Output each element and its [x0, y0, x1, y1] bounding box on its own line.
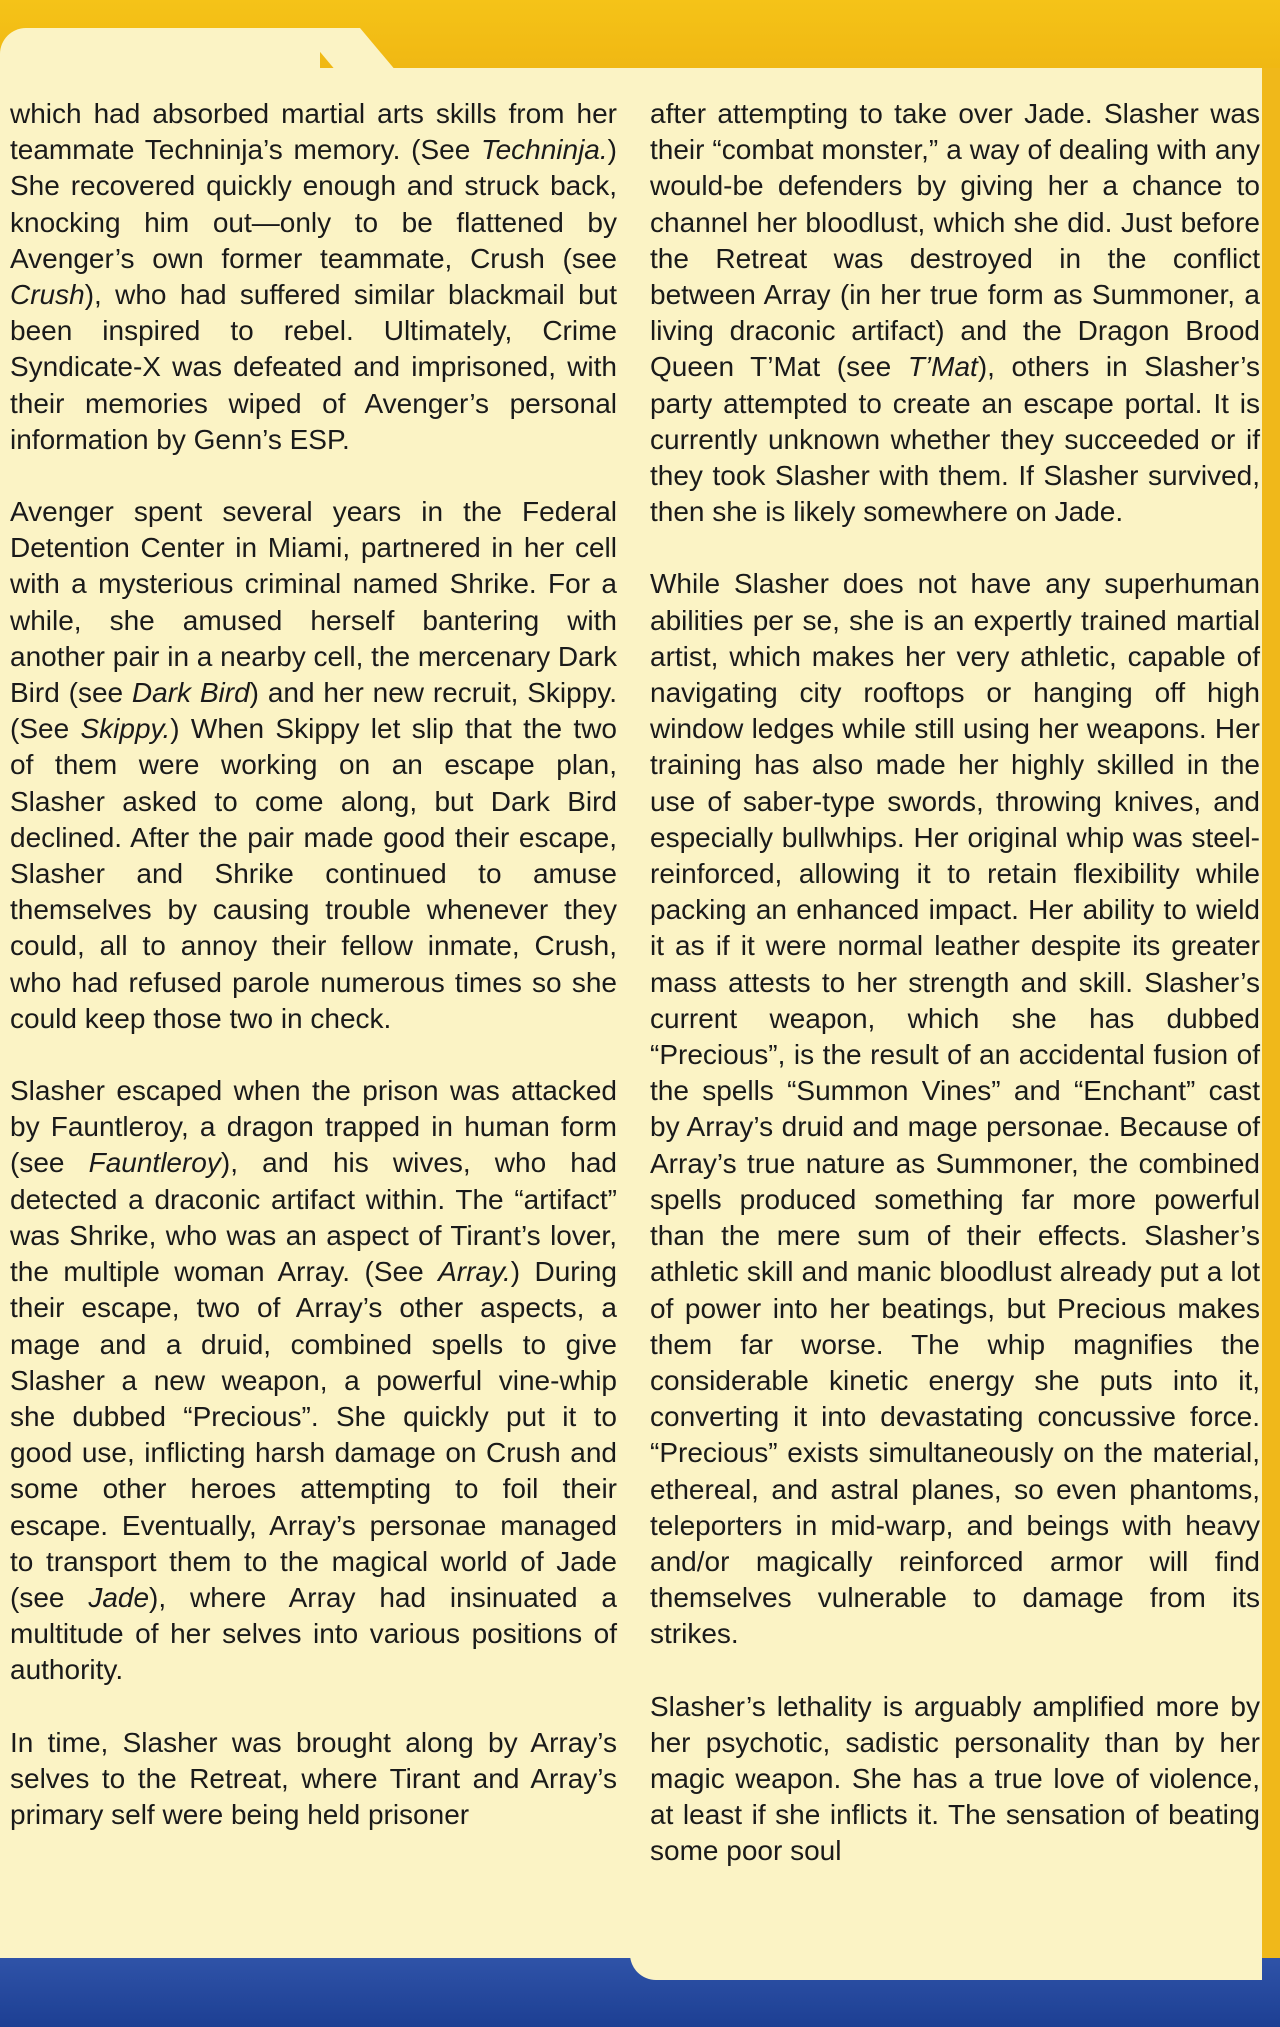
italic-reference: Skippy.: [80, 713, 171, 745]
text-run: Slasher escaped when the prison was attacked by Fauntleroy, a dragon trapped in human form (see: [10, 1075, 617, 1179]
text-run: ), others in Slasher’s party attempted to create an escape portal. It is currently unknown whether they succeeded or if they took Slasher with them. If Slasher survived, then she is likely somewhere on Jade.: [650, 351, 1260, 528]
body-paragraph: [10, 1073, 617, 1688]
right-text-column: [650, 96, 1260, 1906]
body-paragraph: [650, 1689, 1260, 1870]
text-run: ), where Array had insinuated a multitude of her selves into various positions of authority.: [10, 1581, 617, 1686]
body-paragraph: [650, 96, 1260, 530]
folder-tab: [0, 28, 320, 88]
italic-reference: Techninja.: [481, 134, 608, 166]
text-run: after attempting to take over Jade. Slasher was their “combat monster,” a way of dealing with any would-be defenders by giving her a chance to channel her bloodlust, which she did. Just before the Retreat was destroyed in the conflict between Array (in her true form as Summoner, a living draconic artifact) and the Dragon Brood Queen T’Mat (see: [650, 98, 1260, 383]
bottom-page-extension: [630, 1940, 1262, 1980]
left-text-column: [10, 96, 617, 1869]
body-paragraph: [10, 1725, 617, 1834]
italic-reference: Crush: [10, 279, 85, 311]
text-run: ) and her new recruit, Skippy. (See: [10, 677, 617, 745]
right-page-edge: [1262, 68, 1280, 1968]
text-run: While Slasher does not have any superhuman abilities per se, she is an expertly trained martial artist, which makes her very athletic, capable of navigating city rooftops or hanging off high window ledges while still using her weapons. Her training has also made her highly skilled in the use of saber-type swords, throwing knives, and especially bullwhips. Her original whip was steel-reinforced, allowing it to retain flexibility while packing an enhanced impact. Her ability to wield it as if it were normal leather despite its greater mass attests to her strength and skill. Slasher’s current weapon, which she has dubbed “Precious”, is the result of an accidental fusion of the spells “Summon Vines” and “Enchant” cast by Array’s druid and mage personae. Because of Array’s true nature as Summoner, the combined spells produced something far more powerful than the mere sum of their effects. Slasher’s athletic skill and manic bloodlust already put a lot of power into her beatings, but Precious makes them far worse. The whip magnifies the considerable kinetic energy she puts into it, converting it into devastating concussive force. “Precious” exists simultaneously on the material, ethereal, and astral planes, so even phantoms, teleporters in mid-warp, and beings with heavy and/or magically reinforced armor will find themselves vulnerable to damage from its strikes.: [650, 568, 1260, 1650]
text-run: Slasher’s lethality is arguably amplified more by her psychotic, sadistic personality than by her magic weapon. She has a true love of violence, at least if she inflicts it. The sensation of beating some poor soul: [650, 1690, 1260, 1867]
body-paragraph: [10, 96, 617, 458]
text-run: In time, Slasher was brought along by Array’s selves to the Retreat, where Tirant and Array’s primary self were being held prisoner: [10, 1726, 617, 1830]
italic-reference: Array.: [438, 1256, 511, 1288]
body-paragraph: [650, 566, 1260, 1652]
text-run: ), who had suffered similar blackmail but been inspired to rebel. Ultimately, Crime Syndicate-X was defeated and imprisoned, with their memories wiped of Avenger’s personal information by Genn’s ESP.: [10, 279, 617, 455]
italic-reference: Fauntleroy: [88, 1147, 221, 1179]
italic-reference: Jade: [88, 1581, 150, 1613]
italic-reference: Dark Bird: [131, 677, 250, 709]
body-paragraph: [10, 494, 617, 1037]
text-run: which had absorbed martial arts skills from her teammate Techninja’s memory. (See: [10, 98, 617, 166]
text-run: ) During their escape, two of Array’s other aspects, a mage and a druid, combined spells to give Slasher a new weapon, a powerful vine-whip she dubbed “Precious”. She quickly put it to good use, inflicting harsh damage on Crush and some other heroes attempting to foil their escape. Eventually, Array’s personae managed to transport them to the magical world of Jade (see: [10, 1256, 617, 1613]
italic-reference: T’Mat: [907, 351, 978, 383]
text-run: ) She recovered quickly enough and struck back, knocking him out—only to be flattened by Avenger’s own former teammate, Crush (see: [10, 134, 617, 274]
text-run: Avenger spent several years in the Federal Detention Center in Miami, partnered in her cell with a mysterious criminal named Shrike. For a while, she amused herself bantering with another pair in a nearby cell, the mercenary Dark Bird (see: [10, 496, 617, 709]
text-run: ) When Skippy let slip that the two of them were working on an escape plan, Slasher asked to come along, but Dark Bird declined. After the pair made good their escape, Slasher and Shrike continued to amuse themselves by causing trouble whenever they could, all to annoy their fellow inmate, Crush, who had refused parole numerous times so she could keep those two in check.: [10, 713, 617, 1034]
text-run: ), and his wives, who had detected a draconic artifact within. The “artifact” was Shrike, who was an aspect of Tirant’s lover, the multiple woman Array. (See: [10, 1147, 617, 1288]
